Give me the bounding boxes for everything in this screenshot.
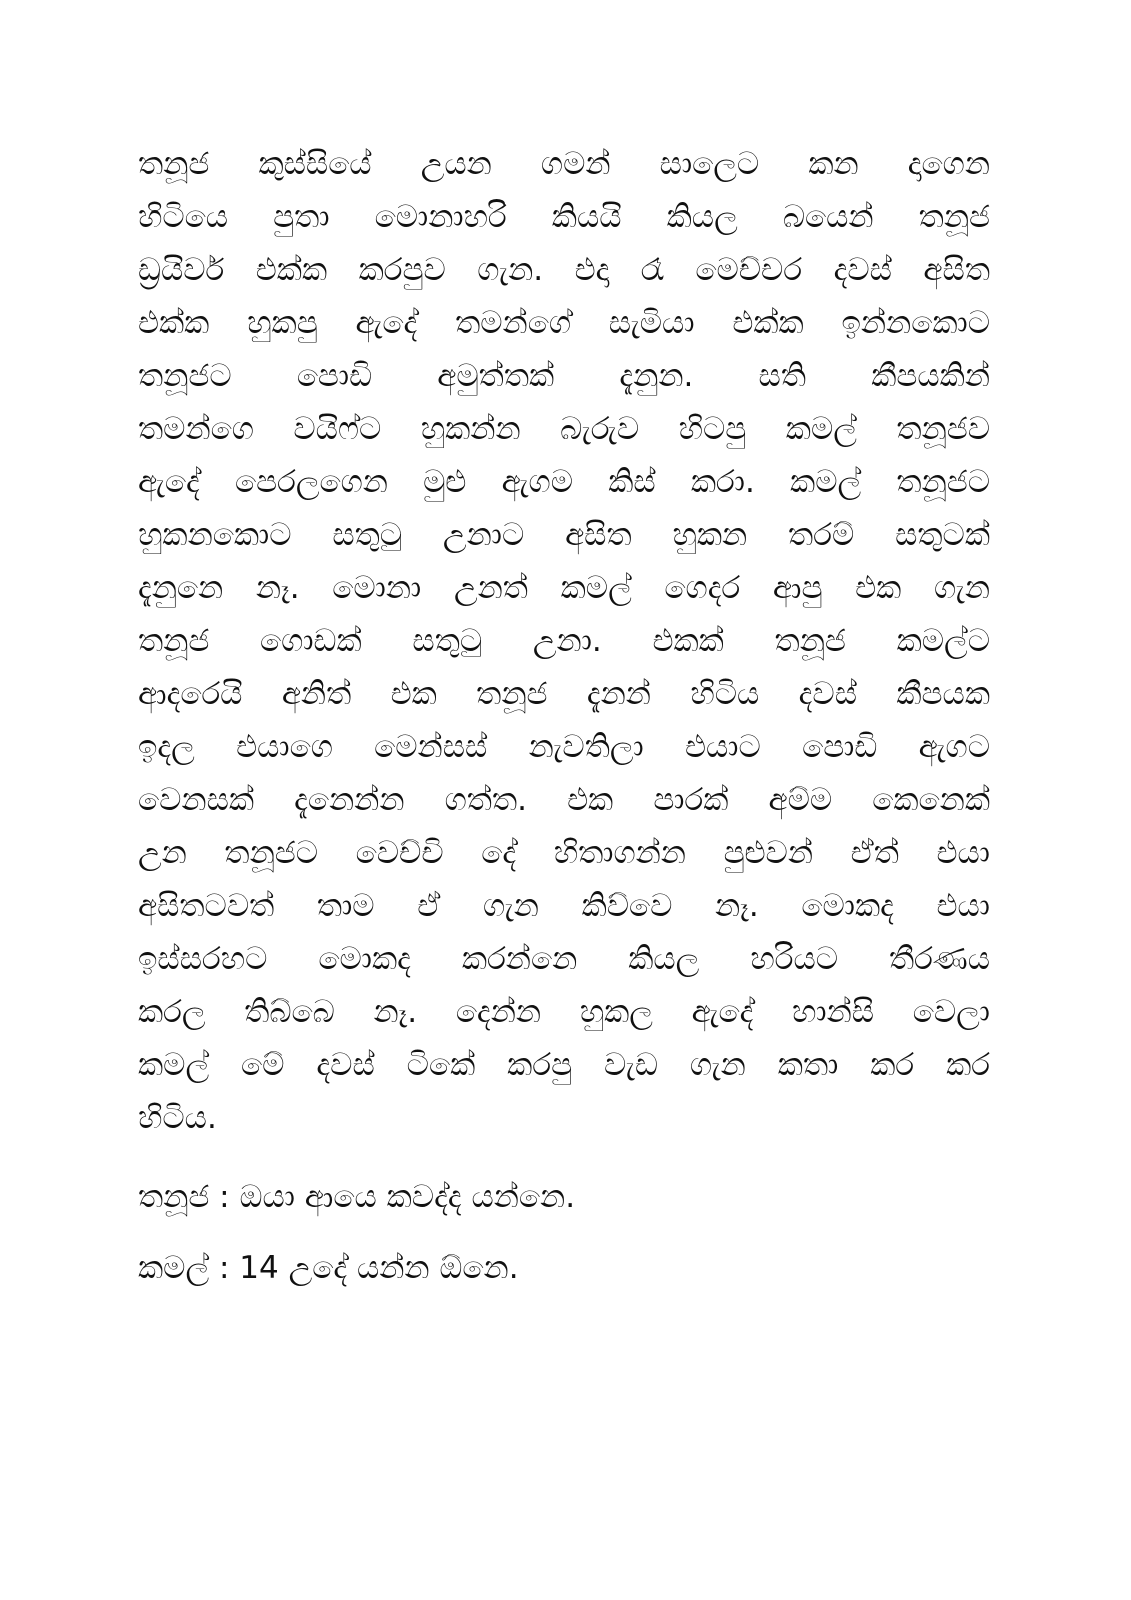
- paragraph-line: ඉදල එයාගෙ මෙන්සස් නැවතිලා එයාට පොඩි ඇගට: [138, 729, 990, 765]
- paragraph-line: තනූජ කුස්සියේ උයන ගමන් සාලෙට කන දාගෙන: [138, 146, 990, 182]
- paragraph-line: ඇදේ පෙරලගෙන මුළු ඇගම කිස් කරා. කමල් තනූජට: [138, 464, 990, 500]
- paragraph-line: හුකනකොට සතුටු උනාට අසිත හුකන තරම් සතුටක්: [138, 517, 990, 553]
- paragraph-line: වෙනසක් දැනෙන්න ගත්ත. එක පාරක් අම්ම කෙනෙක්: [138, 782, 990, 818]
- paragraph-line: අසිතටවත් තාම ඒ ගැන කිව්වෙ නෑ. මොකද එයා: [138, 888, 990, 924]
- story-paragraph: [138, 138, 990, 1145]
- paragraph-line: කරල තිබ්බෙ නෑ. දෙන්න හුකල ඇදේ හාන්සි වෙලා: [138, 994, 990, 1030]
- document-page: [138, 138, 990, 1295]
- paragraph-line: කමල් මේ දවස් ටිකේ කරපු වැඩ ගැන කතා කර කර: [138, 1047, 990, 1083]
- paragraph-line: එක්ක හුකපු ඇදේ තමන්ගේ සැමියා එක්ක ඉන්නකොට: [138, 305, 990, 341]
- paragraph-line: තමන්ගෙ වයිෆ්ට හුකන්න බැරුව හිටපු කමල් තනූජව: [138, 411, 990, 447]
- paragraph-line: තනූජ ගොඩක් සතුටු උනා. එකක් තනූජ කමල්ට: [138, 623, 990, 659]
- paragraph-line: හිටියෙ පුතා මොනාහරි කියයි කියල බයෙන් තනූජ: [138, 199, 990, 235]
- paragraph-line: ඩ්‍රයිවර් එක්ක කරපුව ගැන. එදා රෑ මෙච්චර දවස් අසිත: [138, 252, 990, 288]
- paragraph-last-line: හිටිය.: [138, 1100, 217, 1136]
- paragraph-line: තනූජට පොඩි අමුත්තක් දැනුන. සති කීපයකින්: [138, 358, 990, 394]
- paragraph-line: ආදරෙයි අනිත් එක තනූජ දැනන් හිටිය දවස් කීපයක: [138, 676, 990, 712]
- paragraph-line: දැනුනෙ නෑ. මොනා උනත් කමල් ගෙදර ආපු එක ගැන: [138, 570, 990, 606]
- paragraph-line: උන තනූජට වෙච්චි දේ හිතාගන්න පුළුවන් ඒත් එයා: [138, 835, 990, 871]
- dialogue-line-kamal: කමල් : 14 උදේ යන්න ඕනෙ.: [138, 1250, 519, 1286]
- dialogue-line-thanuja: තනූජ : ඔයා ආයෙ කවද්ද යන්නෙ.: [138, 1179, 576, 1215]
- paragraph-line: ඉස්සරහට මොකද කරන්නෙ කියල හරියට තීරණය: [138, 941, 990, 977]
